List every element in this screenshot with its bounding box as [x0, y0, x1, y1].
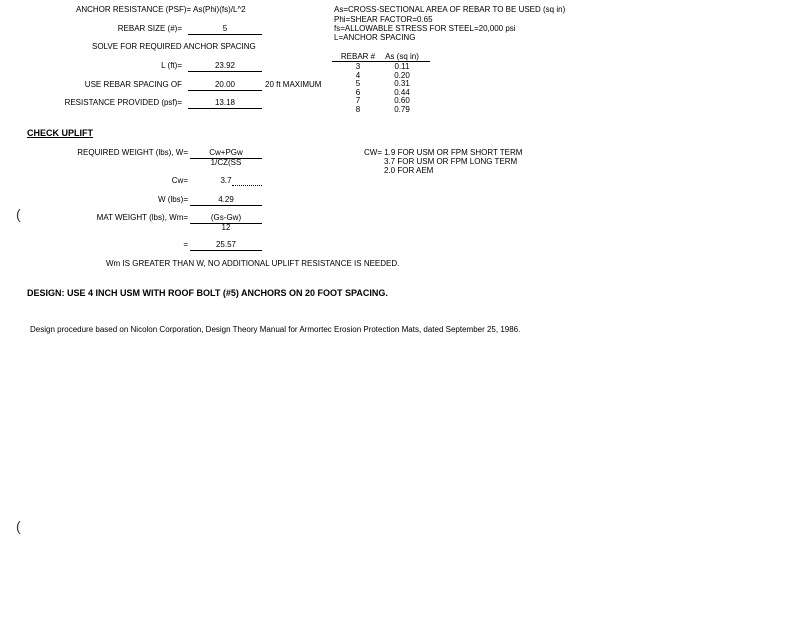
uplift-conclusion: Wm IS GREATER THAN W, NO ADDITIONAL UPLIFT RESISTANCE IS NEEDED.	[106, 259, 400, 268]
rebar-size-value: 5	[188, 24, 262, 35]
spacing-l-label: L (ft)=	[161, 61, 182, 70]
max-spacing-note: 20 ft MAXIMUM	[265, 80, 322, 89]
mat-weight-denominator: 12	[221, 223, 231, 232]
rebar-table-num: 8	[355, 104, 361, 114]
use-spacing-label: USE REBAR SPACING OF	[84, 80, 182, 89]
rebar-table-num: 7	[355, 96, 361, 105]
rebar-table-area: 0.20	[394, 70, 410, 80]
mat-weight-label: MAT WEIGHT (lbs), Wm=	[96, 213, 188, 222]
rebar-table-area: 0.60	[394, 96, 410, 105]
cw-underline	[232, 185, 262, 186]
resistance-provided-label: RESISTANCE PROVIDED (psf)=	[64, 98, 182, 107]
solve-instruction: SOLVE FOR REQUIRED ANCHOR SPACING	[92, 42, 256, 51]
cw-note-aem: 2.0 FOR AEM	[384, 166, 434, 175]
cw-value: 3.7	[220, 176, 232, 185]
rebar-table-header-num: REBAR #	[340, 52, 376, 61]
rebar-table-header-as: As (sq in)	[385, 52, 419, 61]
w-label: W (lbs)=	[158, 195, 188, 204]
use-spacing-value: 20.00	[188, 80, 262, 91]
rebar-table-num: 4	[355, 70, 361, 80]
spacing-l-value: 23.92	[188, 61, 262, 72]
w-value: 4.29	[190, 195, 262, 206]
rebar-table-area: 0.44	[394, 87, 410, 97]
rebar-table-num: 6	[355, 87, 361, 97]
required-weight-denominator: 1/CZ(SS	[210, 158, 242, 167]
definition-as: As=CROSS-SECTIONAL AREA OF REBAR TO BE USED (sq in)	[334, 5, 566, 14]
scan-mark-bottom: (	[16, 518, 21, 534]
footnote: Design procedure based on Nicolon Corporation, Design Theory Manual for Armortec Erosion Protection Mats, dated September 25, 1986.	[30, 325, 521, 334]
check-uplift-heading: CHECK UPLIFT	[27, 128, 93, 138]
mat-weight-value: 25.57	[190, 240, 262, 251]
cw-label: Cw=	[171, 176, 188, 185]
cw-note-long-term: 3.7 FOR USM OR FPM LONG TERM	[384, 157, 518, 166]
rebar-table-num: 5	[355, 79, 361, 88]
required-weight-numerator: Cw+PGw	[190, 148, 262, 159]
resistance-provided-value: 13.18	[188, 98, 262, 109]
scan-mark-top: (	[16, 206, 21, 222]
rebar-table-num: 3	[355, 62, 361, 71]
rebar-table-area: 0.31	[394, 79, 410, 88]
definition-fs: fs=ALLOWABLE STRESS FOR STEEL=20,000 psi	[334, 24, 516, 33]
rebar-size-label: REBAR SIZE (#)=	[117, 24, 182, 33]
anchor-resistance-formula: ANCHOR RESISTANCE (PSF)= As(Phi)(fs)/L^2	[76, 5, 246, 14]
definition-l: L=ANCHOR SPACING	[334, 33, 416, 42]
cw-note-short-term: CW= 1.9 FOR USM OR FPM SHORT TERM	[364, 148, 523, 157]
definition-phi: Phi=SHEAR FACTOR=0.65	[334, 15, 433, 24]
rebar-table-area: 0.11	[394, 62, 410, 71]
rebar-table-area: 0.79	[394, 104, 410, 114]
mat-weight-numerator: (Gs-Gw)	[190, 213, 262, 224]
required-weight-label: REQUIRED WEIGHT (lbs), W=	[77, 148, 188, 157]
mat-weight-eq-label: =	[183, 240, 188, 249]
design-statement: DESIGN: USE 4 INCH USM WITH ROOF BOLT (#5) ANCHORS ON 20 FOOT SPACING.	[27, 288, 388, 298]
